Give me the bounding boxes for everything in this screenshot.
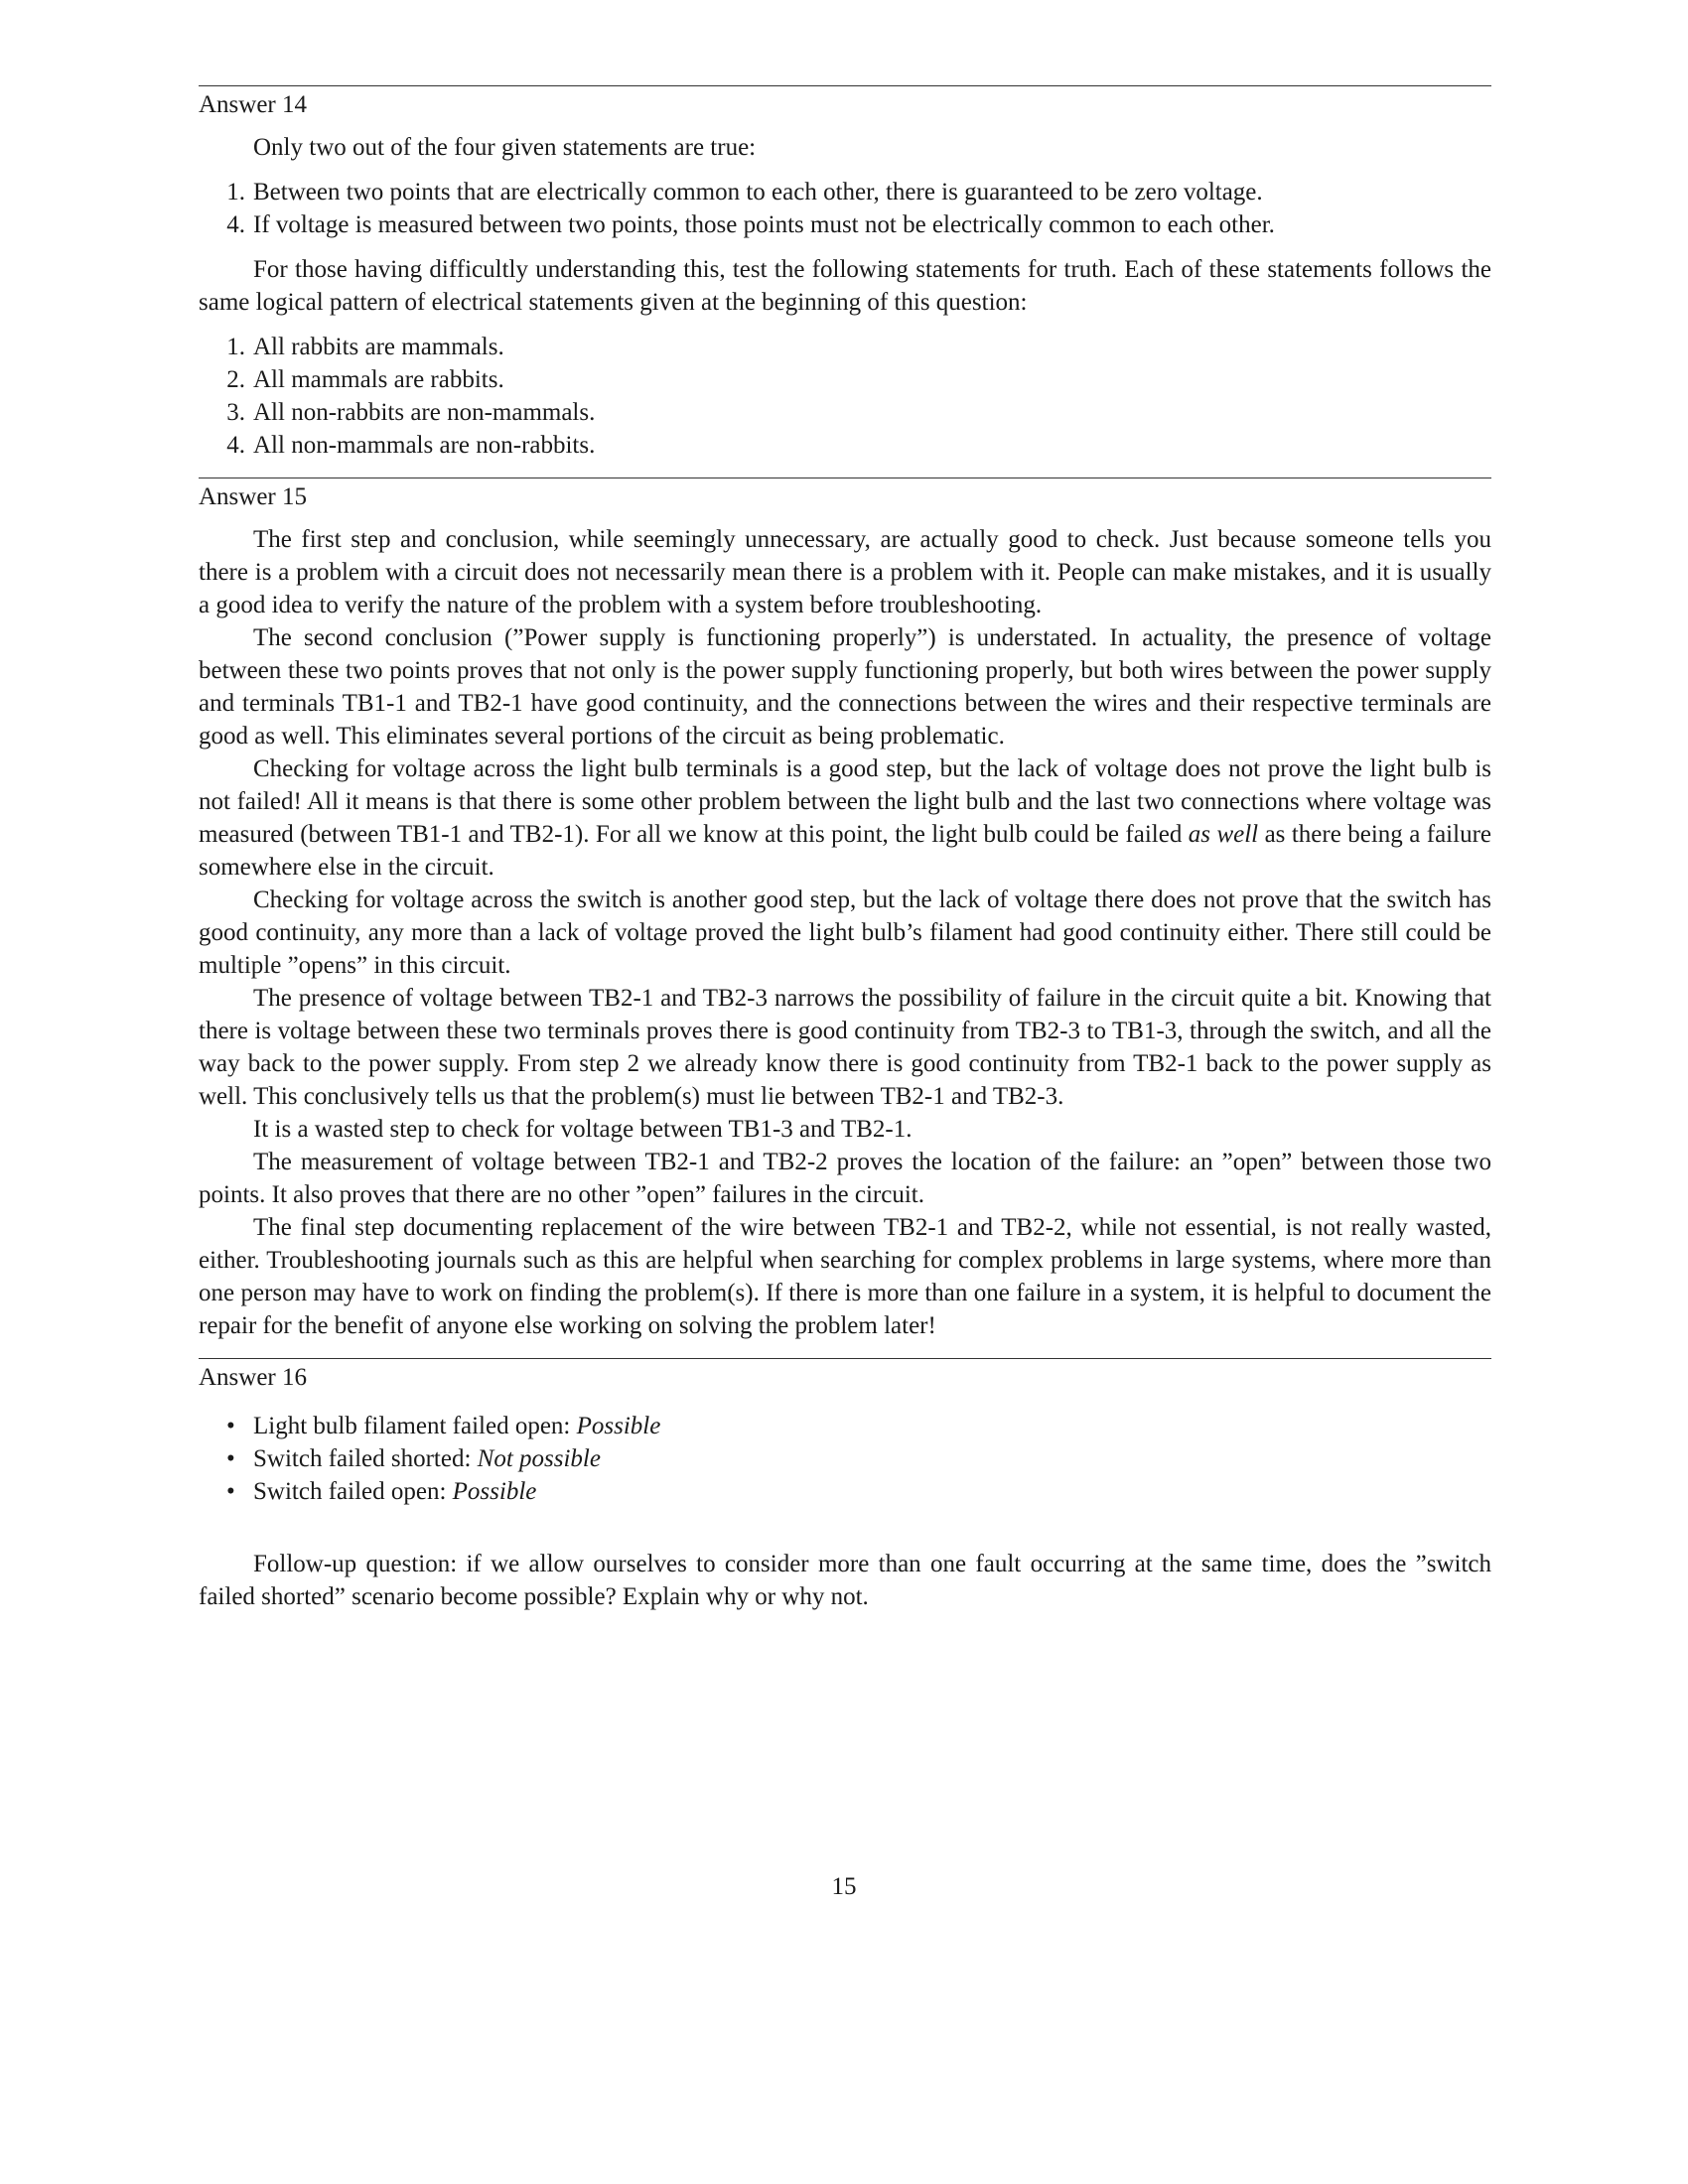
list-item bbox=[199, 1442, 1491, 1475]
item-text: All rabbits are mammals. bbox=[253, 334, 504, 360]
list-item bbox=[199, 208, 1491, 241]
fault-verdict: Not possible bbox=[477, 1445, 601, 1472]
page-number: 15 bbox=[831, 1873, 857, 1900]
item-number: 2. bbox=[226, 366, 245, 393]
list-item bbox=[199, 429, 1491, 462]
item-text: All non-rabbits are non-mammals. bbox=[253, 399, 596, 426]
paragraph: The presence of voltage between TB2-1 and TB2-3 narrows the possibility of failure in the circuit quite a bit. Knowing that there is voltage between these two terminals proves there is good continuity from TB2-3 to TB1-3, through the switch, and all the way back to the power supply. From step 2 we already know there is good continuity from TB2-1 back to the power supply as well. This conclusively tells us that the problem(s) must lie between TB2-1 and TB2-3. bbox=[199, 985, 1491, 1110]
item-text: All mammals are rabbits. bbox=[253, 366, 504, 393]
list-item bbox=[199, 176, 1491, 208]
paragraph-text: as there being a failure somewhere else in the circuit. bbox=[199, 821, 1491, 881]
rabbit-statements-list bbox=[199, 331, 1491, 462]
answer-15-section bbox=[199, 478, 1491, 1342]
paragraph-text: Checking for voltage across the light bulb terminals is a good step, but the lack of voltage does not prove the light bulb is not failed! All it means is that there is some other problem between the light bulb and the last two connections where voltage was measured (between TB1-1 and TB2-1). For all we know at this point, the light bulb could be failed bbox=[199, 755, 1491, 848]
list-item bbox=[199, 331, 1491, 363]
answer-14-heading: Answer 14 bbox=[199, 91, 308, 118]
fault-verdict: Possible bbox=[452, 1478, 537, 1505]
answer-16-heading: Answer 16 bbox=[199, 1364, 308, 1391]
item-text: If voltage is measured between two points, those points must not be electrically common to each other. bbox=[253, 211, 1275, 238]
true-statements-list bbox=[199, 176, 1491, 241]
answer-16-followup: Follow-up question: if we allow ourselves to consider more than one fault occurring at the same time, does the ”switch failed shorted” scenario become possible? Explain why or why not. bbox=[199, 1551, 1491, 1610]
paragraph: The second conclusion (”Power supply is functioning properly”) is understated. In actuality, the presence of voltage between these two points proves that not only is the power supply functioning properly, but both wires between the power supply and terminals TB1-1 and TB2-1 have good continuity, and the connections between the wires and their respective terminals are good as well. This eliminates several portions of the circuit as being problematic. bbox=[199, 624, 1491, 750]
paragraph bbox=[199, 752, 1491, 884]
item-number: 4. bbox=[226, 211, 245, 238]
paragraph: The measurement of voltage between TB2-1 and TB2-2 proves the location of the failure: an ”open” between those two points. It also proves that there are no other ”open” failures in the circuit. bbox=[199, 1149, 1491, 1208]
list-item bbox=[199, 363, 1491, 396]
answer-16-section bbox=[199, 1358, 1491, 1613]
paragraph: The final step documenting replacement of the wire between TB2-1 and TB2-2, while not essential, is not really wasted, either. Troubleshooting journals such as this are helpful when searching for complex problems in large systems, where more than one person may have to work on finding the problem(s). If there is more than one failure in a system, it is helpful to document the repair for the benefit of anyone else working on solving the problem later! bbox=[199, 1214, 1491, 1339]
fault-possibility-list bbox=[199, 1410, 1491, 1508]
paragraph: It is a wasted step to check for voltage between TB1-3 and TB2-1. bbox=[253, 1116, 913, 1143]
answer-14-followup: For those having difficultly understanding this, test the following statements for truth. Each of these statements follows the same logical pattern of electrical statements given at the beginning of this question: bbox=[199, 256, 1491, 316]
item-number: 3. bbox=[226, 399, 245, 426]
item-number: 1. bbox=[226, 179, 245, 205]
item-text: All non-mammals are non-rabbits. bbox=[253, 432, 596, 459]
list-item bbox=[199, 1475, 1491, 1508]
item-number: 4. bbox=[226, 432, 245, 459]
fault-label: Light bulb filament failed open: bbox=[253, 1413, 577, 1439]
bullet-icon: • bbox=[226, 1413, 235, 1439]
item-number: 1. bbox=[226, 334, 245, 360]
emphasis-text: as well bbox=[1188, 821, 1259, 848]
section-divider bbox=[199, 1358, 1491, 1359]
paragraph: Checking for voltage across the switch is another good step, but the lack of voltage there does not prove that the switch has good continuity, any more than a lack of voltage proved the light bulb’s filament had good continuity either. There still could be multiple ”opens” in this circuit. bbox=[199, 887, 1491, 979]
list-item bbox=[199, 396, 1491, 429]
answer-14-intro: Only two out of the four given statements are true: bbox=[253, 134, 757, 161]
paragraph: The first step and conclusion, while seemingly unnecessary, are actually good to check. Just because someone tells you there is a problem with a circuit does not necessarily mean there is a problem with it. People can make mistakes, and it is usually a good idea to verify the nature of the problem with a system before troubleshooting. bbox=[199, 526, 1491, 618]
document-page bbox=[199, 85, 1491, 1613]
fault-label: Switch failed shorted: bbox=[253, 1445, 478, 1472]
fault-verdict: Possible bbox=[576, 1413, 661, 1439]
fault-label: Switch failed open: bbox=[253, 1478, 453, 1505]
list-item bbox=[199, 1410, 1491, 1442]
section-divider bbox=[199, 85, 1491, 86]
item-text: Between two points that are electrically common to each other, there is guaranteed to be zero voltage. bbox=[253, 179, 1263, 205]
spacer bbox=[199, 1508, 1491, 1548]
bullet-icon: • bbox=[226, 1478, 235, 1505]
bullet-icon: • bbox=[226, 1445, 235, 1472]
answer-14-section bbox=[199, 85, 1491, 462]
answer-15-heading: Answer 15 bbox=[199, 483, 308, 510]
